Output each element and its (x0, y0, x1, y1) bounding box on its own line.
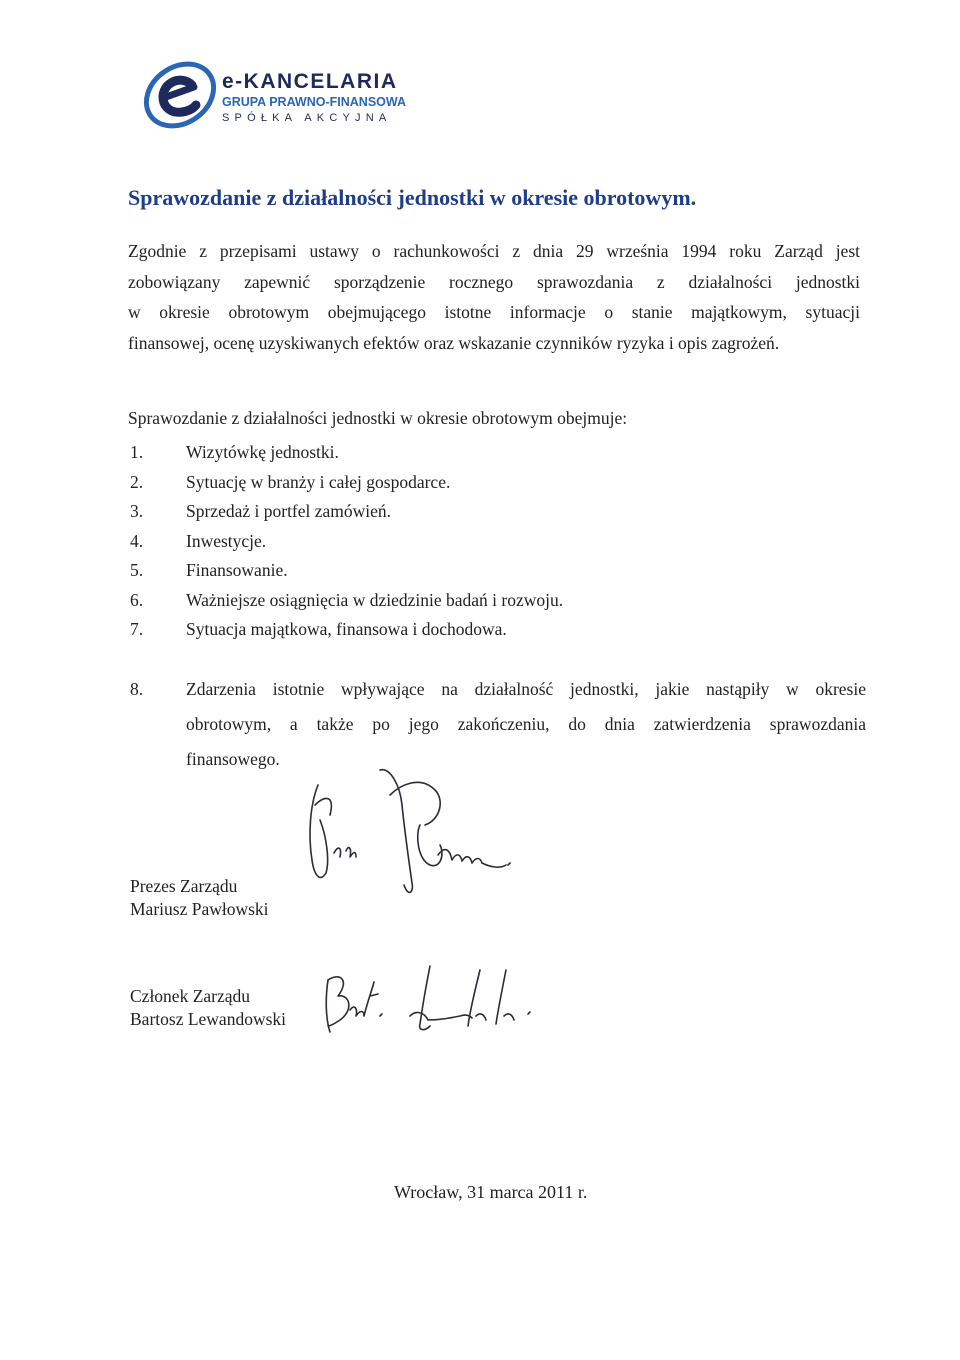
document-title: Sprawozdanie z działalności jednostki w okresie obrotowym. (128, 185, 697, 210)
list-item-number: 8. (130, 679, 144, 699)
list-item (128, 438, 868, 468)
logo-subtitle: GRUPA PRAWNO-FINANSOWA (222, 95, 407, 109)
list-item-text: Sytuację w branży i całej gospodarce. (186, 471, 451, 492)
signature-board-member (320, 960, 550, 1040)
list-item-number: 5. (130, 560, 144, 580)
logo-name: e-KANCELARIA (222, 70, 398, 93)
intro-line: zobowiązany zapewnić sporządzenie rocznego sprawozdania z działalności jednostki (128, 271, 860, 292)
place-and-date: Wrocław, 31 marca 2011 r. (394, 1182, 588, 1202)
company-logo (140, 55, 440, 145)
list-item-number: 1. (130, 442, 144, 462)
signatory-role: Prezes Zarządu (130, 876, 238, 896)
list-item-text: Ważniejsze osiągnięcia w dziedzinie badań i rozwoju. (186, 589, 564, 610)
list-item (128, 615, 868, 645)
list-item (128, 527, 868, 557)
list-item-number: 7. (130, 619, 144, 639)
list-item (128, 468, 868, 498)
intro-line: finansowej, ocenę uzyskiwanych efektów oraz wskazanie czynników ryzyka i opis zagrożeń. (128, 332, 780, 353)
list-item-text: Sytuacja majątkowa, finansowa i dochodowa. (186, 619, 507, 639)
signatory-president (130, 875, 269, 921)
signature-president (290, 765, 530, 915)
signatory-name: Mariusz Pawłowski (130, 899, 269, 919)
list-item-number: 4. (130, 530, 144, 551)
list-item-number: 2. (130, 471, 144, 492)
signatory-board-member (130, 985, 286, 1031)
contents-list (128, 438, 868, 645)
list-item-text: Inwestycje. (186, 530, 267, 551)
list-item-text-line: obrotowym, a także po jego zakończeniu, do dnia zatwierdzenia sprawozdania (186, 714, 866, 734)
list-item-text: Wizytówkę jednostki. (186, 442, 339, 462)
logo-company-type: SPÓŁKA AKCYJNA (222, 112, 392, 124)
list-intro: Sprawozdanie z działalności jednostki w okresie obrotowym obejmuje: (128, 408, 628, 428)
e-logo-icon (140, 55, 220, 135)
intro-line: Zgodnie z przepisami ustawy o rachunkowości z dnia 29 września 1994 roku Zarząd jest (128, 241, 860, 261)
list-item (128, 497, 868, 527)
list-item-text-line: finansowego. (186, 749, 280, 769)
list-item-text: Sprzedaż i portfel zamówień. (186, 501, 392, 521)
signatory-role: Członek Zarządu (130, 986, 251, 1006)
list-item (128, 586, 868, 616)
signatory-name: Bartosz Lewandowski (130, 1009, 287, 1029)
intro-line: w okresie obrotowym obejmującego istotne informacje o stanie majątkowym, sytuacji (128, 302, 860, 322)
list-item-number: 3. (130, 501, 144, 521)
list-item-text-line: Zdarzenia istotnie wpływające na działalność jednostki, jakie nastąpiły w okresie (186, 679, 866, 699)
list-item (128, 556, 868, 586)
list-item-number: 6. (130, 589, 144, 610)
list-item-text: Finansowanie. (186, 560, 288, 580)
intro-paragraph (128, 236, 860, 358)
